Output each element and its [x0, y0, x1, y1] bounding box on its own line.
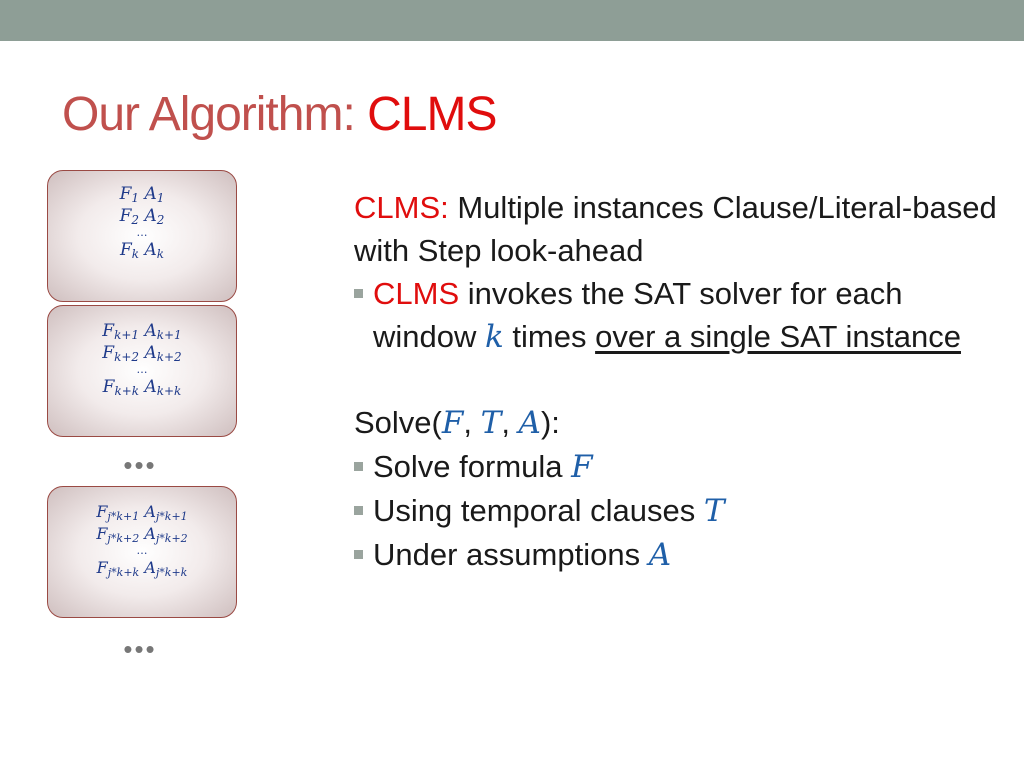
- underlined-phrase: over a single SAT instance: [595, 319, 961, 354]
- bullet-square-icon: [354, 550, 363, 559]
- bullet-item: Solve formula F: [354, 445, 1004, 489]
- intro-text: Multiple instances Clause/Literal-based with Step look-ahead: [354, 190, 997, 268]
- continuation-dots: •••: [123, 450, 157, 480]
- formula-row: $F_{k+2}$ $A_{k+2}$: [102, 343, 182, 364]
- intro-paragraph: [354, 186, 1004, 272]
- top-bar: [0, 0, 1024, 41]
- bullet-item: Under assumptions A: [354, 533, 1004, 577]
- ellipsis: …: [136, 226, 148, 239]
- ellipsis: …: [136, 363, 148, 376]
- formula-row: $F_{j*k+k}$ $A_{j*k+k}$: [96, 558, 188, 579]
- instance-box-3: [47, 486, 237, 618]
- formula-row: $F_{k+k}$ $A_{k+k}$: [102, 377, 182, 398]
- math-var: k: [485, 319, 504, 355]
- math-var: T: [480, 405, 502, 441]
- slide-title: [62, 84, 496, 146]
- formula-row: $F_{j*k+2}$ $A_{j*k+2}$: [96, 524, 188, 545]
- ellipsis: …: [136, 544, 148, 557]
- title-prefix: Our Algorithm:: [62, 88, 368, 141]
- solve-signature: Solve(F, T, A):: [354, 405, 560, 441]
- math-var: T: [703, 493, 725, 529]
- formula-row: $F_k$ $A_k$: [119, 240, 165, 261]
- math-var: A: [518, 405, 541, 441]
- continuation-dots: •••: [123, 634, 157, 664]
- instance-box-2: [47, 305, 237, 437]
- formula-row: $F_{k+1}$ $A_{k+1}$: [102, 321, 182, 342]
- math-var: A: [648, 537, 672, 573]
- slide-body: [354, 186, 1004, 577]
- formula-row: $F_{j*k+1}$ $A_{j*k+1}$: [96, 502, 188, 523]
- instance-box-1: [47, 170, 237, 302]
- formula-row: $F_2$ $A_2$: [119, 206, 165, 227]
- math-var: F: [441, 405, 464, 441]
- intro-label: CLMS:: [354, 190, 449, 225]
- formula-row: $F_1$ $A_1$: [119, 184, 165, 205]
- title-accent: CLMS: [367, 88, 497, 141]
- bullet-item: Using temporal clauses T: [354, 489, 1004, 533]
- bullet-square-icon: [354, 289, 363, 298]
- bullet-square-icon: [354, 506, 363, 515]
- bullet-item: CLMS invokes the SAT solver for each window k times over a single SAT instance: [354, 272, 1004, 359]
- bullet-square-icon: [354, 462, 363, 471]
- math-var: F: [571, 449, 593, 485]
